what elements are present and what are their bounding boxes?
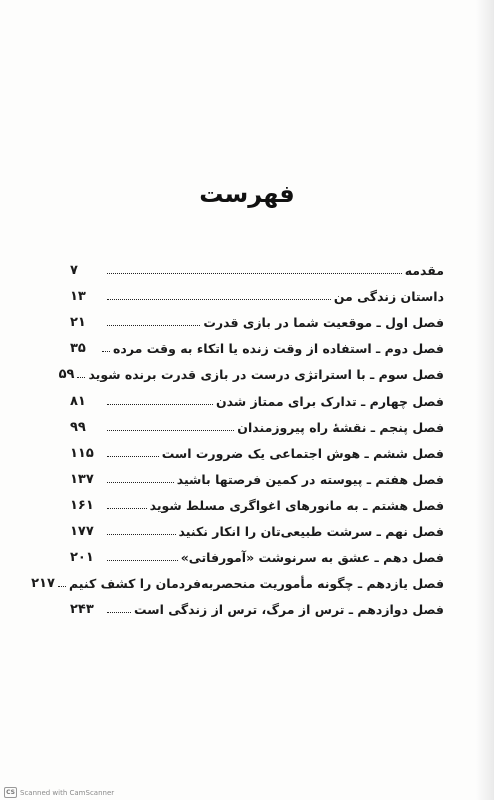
toc-entry [70, 463, 444, 489]
toc-entry-page-number: ۱۳ [70, 289, 86, 305]
toc-entry-title: فصل دوم ـ استفاده از وقت زنده یا اتکاء به وقت مرده [113, 341, 444, 357]
toc-entry-page-number: ۲۱۷ [31, 576, 55, 592]
toc-entry [31, 567, 444, 593]
toc-entry-page-number: ۱۶۱ [70, 497, 94, 513]
toc-entry-title: داستان زندگی من [333, 289, 444, 305]
toc-dot-leader [58, 586, 66, 587]
toc-dot-leader [107, 612, 131, 613]
toc-entry-page-number: ۱۱۵ [70, 445, 94, 461]
toc-dot-leader [102, 351, 110, 352]
toc-entry-title: فصل اول ـ موقعیت شما در بازی قدرت [203, 315, 444, 331]
toc-entry [70, 254, 444, 280]
toc-entry-page-number: ۹۹ [70, 419, 86, 435]
toc-entry [70, 541, 444, 567]
toc-entry-page-number: ۲۴۳ [70, 602, 94, 618]
toc-dot-leader [107, 456, 159, 457]
toc-entry-title: فصل ششم ـ هوش اجتماعی یک ضرورت است [161, 445, 444, 461]
toc-entry-page-number: ۲۰۱ [70, 550, 94, 566]
toc-entry [70, 306, 444, 332]
page-edge-shadow [476, 0, 494, 800]
toc-dot-leader [107, 325, 200, 326]
toc-dot-leader [107, 560, 178, 561]
page-title: فهرست [199, 180, 295, 208]
toc-entry-title: فصل هشتم ـ به مانورهای اغواگری مسلط شوید [149, 497, 444, 513]
toc-entry-title: فصل دهم ـ عشق به سرنوشت «آمورفاتی» [180, 550, 444, 566]
toc-entry-title: فصل چهارم ـ تدارک برای ممتاز شدن [215, 393, 444, 409]
toc-entry [70, 489, 444, 515]
toc-entry-page-number: ۵۹ [58, 367, 75, 383]
toc-dot-leader [107, 404, 213, 405]
toc-entry [70, 332, 444, 358]
toc-entry [70, 411, 444, 437]
toc-entry [70, 515, 444, 541]
toc-entry-page-number: ۱۷۷ [70, 524, 94, 540]
toc-dot-leader [107, 482, 174, 483]
toc-entry-page-number: ۱۳۷ [70, 471, 94, 487]
toc-entry-page-number: ۷ [70, 263, 78, 279]
scanner-watermark [4, 787, 114, 798]
toc-entry [70, 280, 444, 306]
toc-entry-page-number: ۳۵ [70, 341, 86, 357]
toc-dot-leader [107, 508, 147, 509]
toc-entry-title: مقدمه [404, 263, 444, 279]
toc-dot-leader [107, 273, 402, 274]
toc-entry [70, 384, 444, 410]
toc-entry [70, 437, 444, 463]
toc-dot-leader [77, 377, 85, 378]
toc-entry-title: فصل نهم ـ سرشت طبیعی‌تان را انکار نکنید [178, 524, 444, 540]
toc-entry-page-number: ۲۱ [70, 315, 86, 331]
toc-dot-leader [107, 430, 234, 431]
table-of-contents [31, 254, 444, 619]
toc-entry-title: فصل سوم ـ با استراتژی درست در بازی قدرت برنده شوید [88, 367, 444, 383]
toc-entry-page-number: ۸۱ [70, 393, 86, 409]
toc-dot-leader [107, 299, 331, 300]
toc-entry [58, 358, 444, 384]
watermark-text: Scanned with CamScanner [20, 788, 115, 797]
camscanner-logo-icon: CS [4, 787, 17, 798]
toc-entry [70, 593, 444, 619]
toc-dot-leader [107, 534, 176, 535]
toc-entry-title: فصل پنجم ـ نقشهٔ راه پیروزمندان [237, 419, 444, 435]
toc-entry-title: فصل یازدهم ـ چگونه مأموریت منحصربه‌فردمان را کشف کنیم [68, 576, 444, 592]
toc-entry-title: فصل دوازدهم ـ ترس از مرگ، ترس از زندگی است [134, 602, 444, 618]
toc-entry-title: فصل هفتم ـ پیوسته در کمین فرصتها باشید [176, 471, 444, 487]
